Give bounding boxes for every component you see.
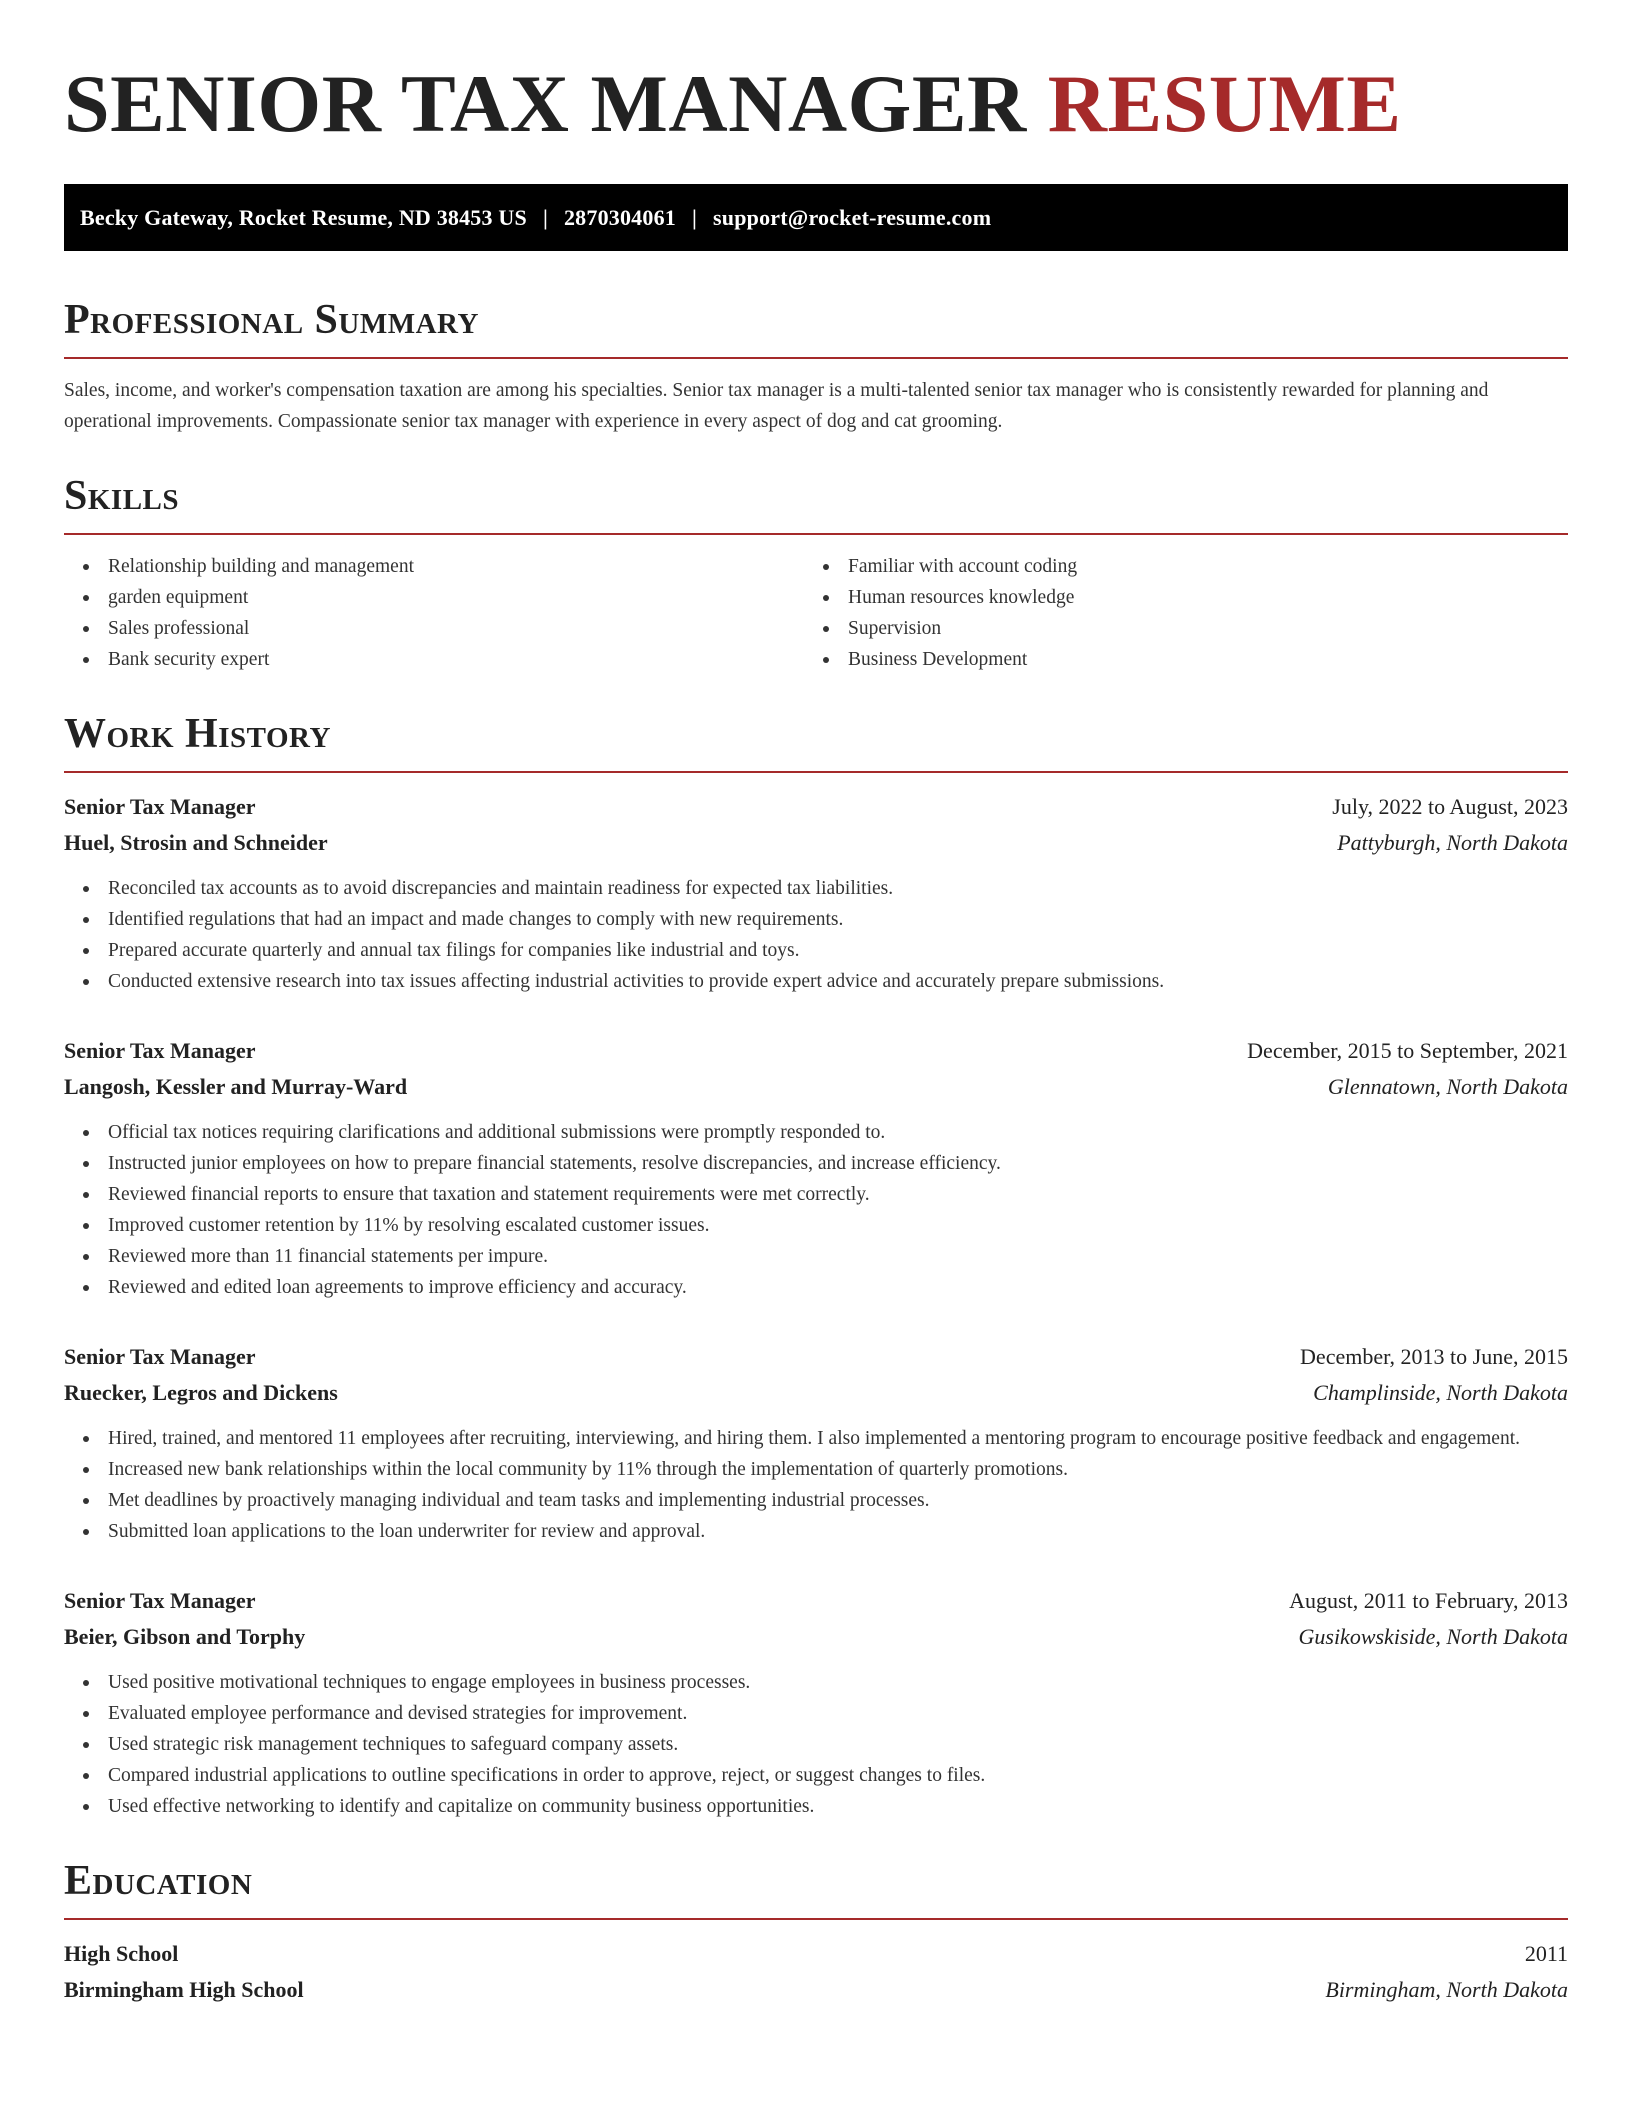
skills-grid — [64, 551, 1568, 675]
section-divider — [64, 533, 1568, 535]
skills-section — [64, 471, 1568, 675]
job-dates: August, 2011 to February, 2013 — [1289, 1588, 1568, 1613]
contact-address: Becky Gateway, Rocket Resume, ND 38453 US — [80, 204, 527, 230]
job-bullet: Compared industrial applications to outline specifications in order to approve, reject, or suggest changes to files. — [108, 1760, 1568, 1791]
job-bullet: Used positive motivational techniques to engage employees in business processes. — [108, 1667, 1568, 1698]
job-bullet: Hired, trained, and mentored 11 employees after recruiting, interviewing, and hiring them. I also implemented a mentoring program to encourage positive feedback and engagement. — [108, 1423, 1568, 1454]
job-bullet: Prepared accurate quarterly and annual tax filings for companies like industrial and toys. — [108, 935, 1568, 966]
job-entry — [64, 1339, 1568, 1547]
job-location: Pattyburgh, North Dakota — [1337, 830, 1568, 855]
job-bullet: Submitted loan applications to the loan underwriter for review and approval. — [108, 1516, 1568, 1547]
job-dates: December, 2015 to September, 2021 — [1247, 1038, 1568, 1063]
skill-item: garden equipment — [108, 582, 804, 613]
job-entry — [64, 789, 1568, 997]
education-heading: Education — [64, 1858, 253, 1904]
title-main: SENIOR TAX MANAGER — [64, 58, 1027, 149]
job-title: Senior Tax Manager — [64, 1588, 256, 1613]
summary-heading: Professional Summary — [64, 297, 479, 343]
contact-separator: | — [542, 204, 548, 230]
job-title: Senior Tax Manager — [64, 1038, 256, 1063]
section-divider — [64, 357, 1568, 359]
job-bullet: Improved customer retention by 11% by resolving escalated customer issues. — [108, 1210, 1568, 1241]
education-degree: High School — [64, 1941, 179, 1966]
work-history-section — [64, 709, 1568, 1822]
job-dates: December, 2013 to June, 2015 — [1300, 1344, 1568, 1369]
job-bullet: Identified regulations that had an impact and made changes to comply with new requirements. — [108, 904, 1568, 935]
title-accent: RESUME — [1047, 58, 1402, 149]
contact-bar — [64, 184, 1568, 251]
education-entry — [64, 1936, 1568, 2008]
summary-text: Sales, income, and worker's compensation taxation are among his specialties. Senior tax manager is a multi-talented senior tax manager who is consistently rewarded for planning and operational improvements. Compassionate senior tax manager with experience in every aspect of dog and cat grooming. — [64, 380, 1489, 432]
skill-item: Familiar with account coding — [848, 551, 1544, 582]
work-history-heading: Work History — [64, 711, 331, 757]
job-bullet: Met deadlines by proactively managing individual and team tasks and implementing industrial processes. — [108, 1485, 1568, 1516]
job-bullet: Official tax notices requiring clarifications and additional submissions were promptly responded to. — [108, 1117, 1568, 1148]
skill-item: Bank security expert — [108, 644, 804, 675]
job-employer: Huel, Strosin and Schneider — [64, 830, 328, 855]
section-divider — [64, 1918, 1568, 1920]
skill-item: Business Development — [848, 644, 1544, 675]
job-bullet: Reviewed financial reports to ensure that taxation and statement requirements were met correctly. — [108, 1179, 1568, 1210]
job-employer: Beier, Gibson and Torphy — [64, 1624, 306, 1649]
job-title: Senior Tax Manager — [64, 1344, 256, 1369]
resume-title — [64, 58, 1568, 150]
job-dates: July, 2022 to August, 2023 — [1332, 794, 1568, 819]
skill-item: Sales professional — [108, 613, 804, 644]
job-bullets — [64, 1423, 1568, 1547]
skills-heading: Skills — [64, 473, 180, 519]
job-bullet: Conducted extensive research into tax issues affecting industrial activities to provide expert advice and accurately prepare submissions. — [108, 966, 1568, 997]
skill-item: Relationship building and management — [108, 551, 804, 582]
job-bullet: Evaluated employee performance and devised strategies for improvement. — [108, 1698, 1568, 1729]
job-bullets — [64, 873, 1568, 997]
job-bullet: Increased new bank relationships within the local community by 11% through the implementation of quarterly promotions. — [108, 1454, 1568, 1485]
education-section — [64, 1856, 1568, 2008]
section-divider — [64, 771, 1568, 773]
contact-email: support@rocket-resume.com — [713, 204, 992, 230]
job-bullet: Used strategic risk management techniques to safeguard company assets. — [108, 1729, 1568, 1760]
job-bullets — [64, 1667, 1568, 1822]
job-entry — [64, 1583, 1568, 1822]
skill-item: Human resources knowledge — [848, 582, 1544, 613]
contact-separator: | — [691, 204, 698, 230]
job-employer: Langosh, Kessler and Murray-Ward — [64, 1074, 408, 1099]
education-year: 2011 — [1524, 1941, 1568, 1966]
summary-section — [64, 295, 1568, 437]
job-location: Glennatown, North Dakota — [1327, 1074, 1568, 1099]
job-entry — [64, 1033, 1568, 1303]
contact-phone: 2870304061 — [563, 204, 676, 230]
job-bullet: Reviewed and edited loan agreements to improve efficiency and accuracy. — [108, 1272, 1568, 1303]
job-bullet: Used effective networking to identify and capitalize on community business opportunities. — [108, 1791, 1568, 1822]
job-title: Senior Tax Manager — [64, 794, 256, 819]
job-bullet: Reconciled tax accounts as to avoid discrepancies and maintain readiness for expected tax liabilities. — [108, 873, 1568, 904]
job-location: Gusikowskiside, North Dakota — [1298, 1624, 1568, 1649]
skills-column-left — [64, 551, 804, 675]
skills-column-right — [804, 551, 1544, 675]
skill-item: Supervision — [848, 613, 1544, 644]
job-employer: Ruecker, Legros and Dickens — [64, 1380, 338, 1405]
job-bullets — [64, 1117, 1568, 1303]
education-location: Birmingham, North Dakota — [1325, 1977, 1568, 2002]
job-bullet: Instructed junior employees on how to prepare financial statements, resolve discrepancies, and increase efficiency. — [108, 1148, 1568, 1179]
job-location: Champlinside, North Dakota — [1313, 1380, 1568, 1405]
education-school: Birmingham High School — [64, 1977, 304, 2002]
job-bullet: Reviewed more than 11 financial statements per impure. — [108, 1241, 1568, 1272]
